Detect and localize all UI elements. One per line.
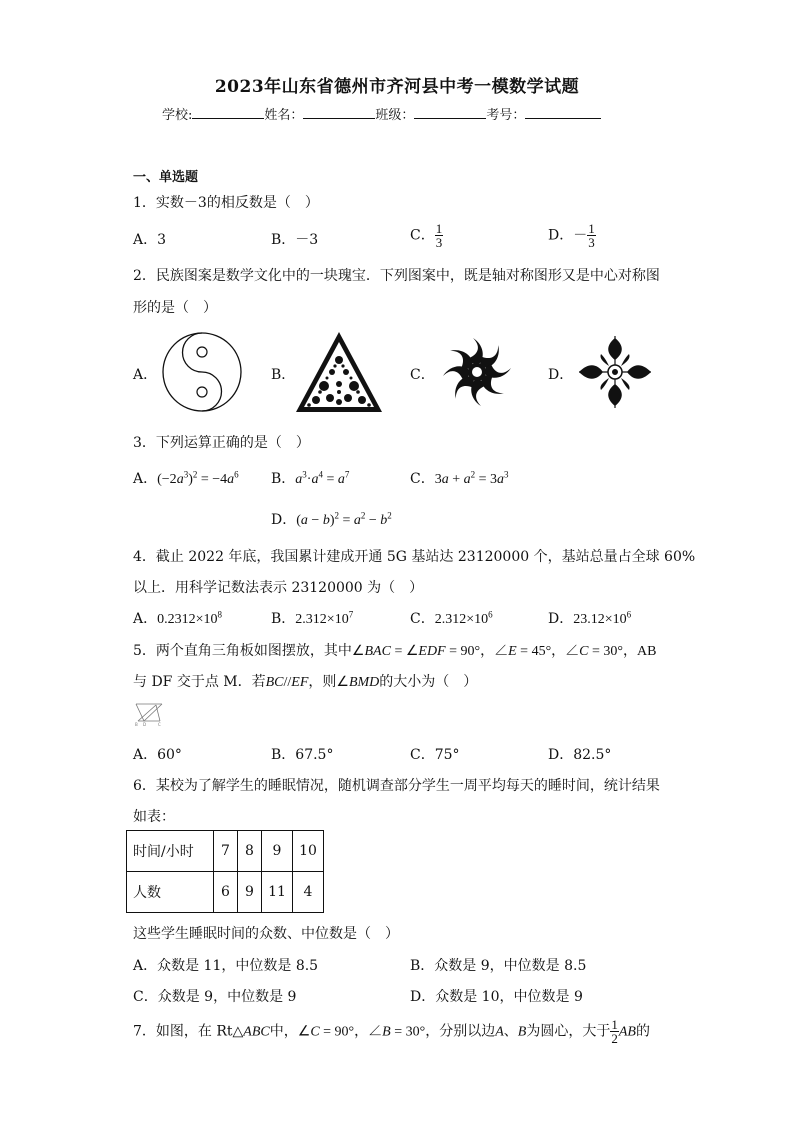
q1-option-c-label: C． bbox=[410, 227, 435, 244]
q1-option-d-label: D．－ bbox=[548, 227, 588, 244]
q5-option-d[interactable]: D．82.5° bbox=[548, 747, 612, 763]
q4-stem-line1: 4．截止 2022 年底，我国累计建成开通 5G 基站达 23120000 个，基站总量占全球 60% bbox=[133, 549, 696, 565]
page-title: 2023年山东省德州市齐河县中考一模数学试题 bbox=[214, 77, 580, 97]
q1-stem: 1．实数－3的相反数是（ ） bbox=[133, 195, 319, 211]
q2-option-b[interactable]: B． bbox=[271, 367, 296, 383]
q5-option-a[interactable]: A．60° bbox=[133, 747, 182, 763]
yin-yang-figure bbox=[161, 331, 243, 413]
school-label: 学校: bbox=[162, 108, 193, 123]
q3-option-d[interactable]: D．$(a - b)^2 = a^2 - b^2$ bbox=[271, 510, 392, 528]
svg-text:B: B bbox=[135, 722, 138, 727]
table-cell: 时间/小时 bbox=[127, 831, 214, 872]
q1-option-c[interactable] bbox=[410, 222, 443, 249]
q1-option-b[interactable]: B．－3 bbox=[271, 232, 319, 248]
q4-stem-line2: 以上．用科学记数法表示 23120000 为（ ） bbox=[133, 580, 424, 596]
number-label: 考号： bbox=[486, 108, 526, 123]
q4-option-d[interactable]: D．$23.12\times 10^6$ bbox=[548, 609, 632, 627]
patterned-triangle-figure bbox=[294, 330, 384, 414]
q1-d-denominator: 3 bbox=[588, 235, 595, 250]
svg-text:C: C bbox=[158, 722, 161, 727]
q6-stem-line2: 如表： bbox=[133, 809, 175, 825]
q5-triangles-figure bbox=[134, 701, 164, 727]
table-cell: 8 bbox=[238, 831, 262, 872]
q5-option-c[interactable]: C．75° bbox=[410, 747, 460, 763]
sleep-data-table bbox=[126, 830, 324, 913]
q5-option-b[interactable]: B．67.5° bbox=[271, 747, 334, 763]
class-label: 班级： bbox=[375, 108, 415, 123]
swirl-flower-figure bbox=[435, 330, 519, 414]
section-heading: 一、单选题 bbox=[133, 170, 199, 185]
q6-option-b[interactable]: B．众数是 9，中位数是 8.5 bbox=[410, 958, 587, 974]
svg-text:D: D bbox=[143, 722, 147, 727]
q2-option-d[interactable]: D． bbox=[548, 367, 574, 383]
q6-stem-line1: 6．某校为了解学生的睡眠情况，随机调查部分学生一周平均每天的睡时间，统计结果 bbox=[133, 778, 660, 794]
q3-stem: 3．下列运算正确的是（ ） bbox=[133, 435, 310, 451]
q5-stem-line2: 与 DF 交于点 M．若BC//EF，则∠BMD的大小为（ ） bbox=[133, 674, 478, 690]
q6-question: 这些学生睡眠时间的众数、中位数是（ ） bbox=[133, 926, 399, 942]
q3-option-c[interactable]: C．$3a + a^2 = 3a^3$ bbox=[410, 469, 509, 487]
q6-option-a[interactable]: A．众数是 11，中位数是 8.5 bbox=[133, 958, 319, 974]
q2-stem-line1: 2．民族图案是数学文化中的一块瑰宝．下列图案中，既是轴对称图形又是中心对称图 bbox=[133, 268, 660, 284]
q2-option-c[interactable]: C． bbox=[410, 367, 435, 383]
q1-option-a[interactable]: A．3 bbox=[133, 232, 167, 248]
school-field[interactable] bbox=[192, 106, 264, 119]
q3-option-a[interactable]: A．$(-2a^3)^2 = -4a^6$ bbox=[133, 469, 239, 487]
q1-c-denominator: 3 bbox=[435, 235, 443, 250]
q2-option-a[interactable]: A． bbox=[133, 367, 158, 383]
q7-stem: 7．如图，在 Rt△ABC中，∠C = 90°，∠B = 30°，分别以边A、B为圆心，大于 $\frac{1}{2}$ AB的 bbox=[133, 1017, 650, 1046]
q1-c-numerator: 1 bbox=[435, 221, 443, 236]
table-cell: 9 bbox=[238, 872, 262, 913]
q1-d-numerator: 1 bbox=[588, 221, 595, 236]
q4-option-c[interactable]: C．$2.312\times 10^6$ bbox=[410, 609, 493, 627]
q6-option-c[interactable]: C．众数是 9，中位数是 9 bbox=[133, 989, 297, 1005]
table-row bbox=[127, 831, 324, 872]
student-info bbox=[162, 104, 601, 123]
table-cell: 4 bbox=[293, 872, 324, 913]
number-field[interactable] bbox=[525, 106, 601, 119]
table-row bbox=[127, 872, 324, 913]
table-cell: 人数 bbox=[127, 872, 214, 913]
table-cell: 9 bbox=[262, 831, 293, 872]
name-field[interactable] bbox=[303, 106, 375, 119]
table-cell: 11 bbox=[262, 872, 293, 913]
q5-stem-line1: 5．两个直角三角板如图摆放，其中∠BAC = ∠EDF = 90°，∠E = 45°，∠C = 30°，AB bbox=[133, 643, 657, 659]
q6-option-d[interactable]: D．众数是 10，中位数是 9 bbox=[410, 989, 583, 1005]
q2-stem-line2: 形的是（ ） bbox=[133, 300, 217, 316]
table-cell: 10 bbox=[293, 831, 324, 872]
q4-option-a[interactable]: A．$0.2312\times 10^8$ bbox=[133, 609, 223, 627]
class-field[interactable] bbox=[414, 106, 486, 119]
q3-option-b[interactable]: B．$a^3\cdot a^4 = a^7$ bbox=[271, 469, 350, 487]
q4-option-b[interactable]: B．$2.312\times 10^7$ bbox=[271, 609, 354, 627]
table-cell: 7 bbox=[214, 831, 238, 872]
name-label: 姓名： bbox=[264, 108, 304, 123]
table-cell: 6 bbox=[214, 872, 238, 913]
cross-ornament-figure bbox=[575, 330, 655, 414]
q1-option-d[interactable] bbox=[548, 222, 596, 249]
